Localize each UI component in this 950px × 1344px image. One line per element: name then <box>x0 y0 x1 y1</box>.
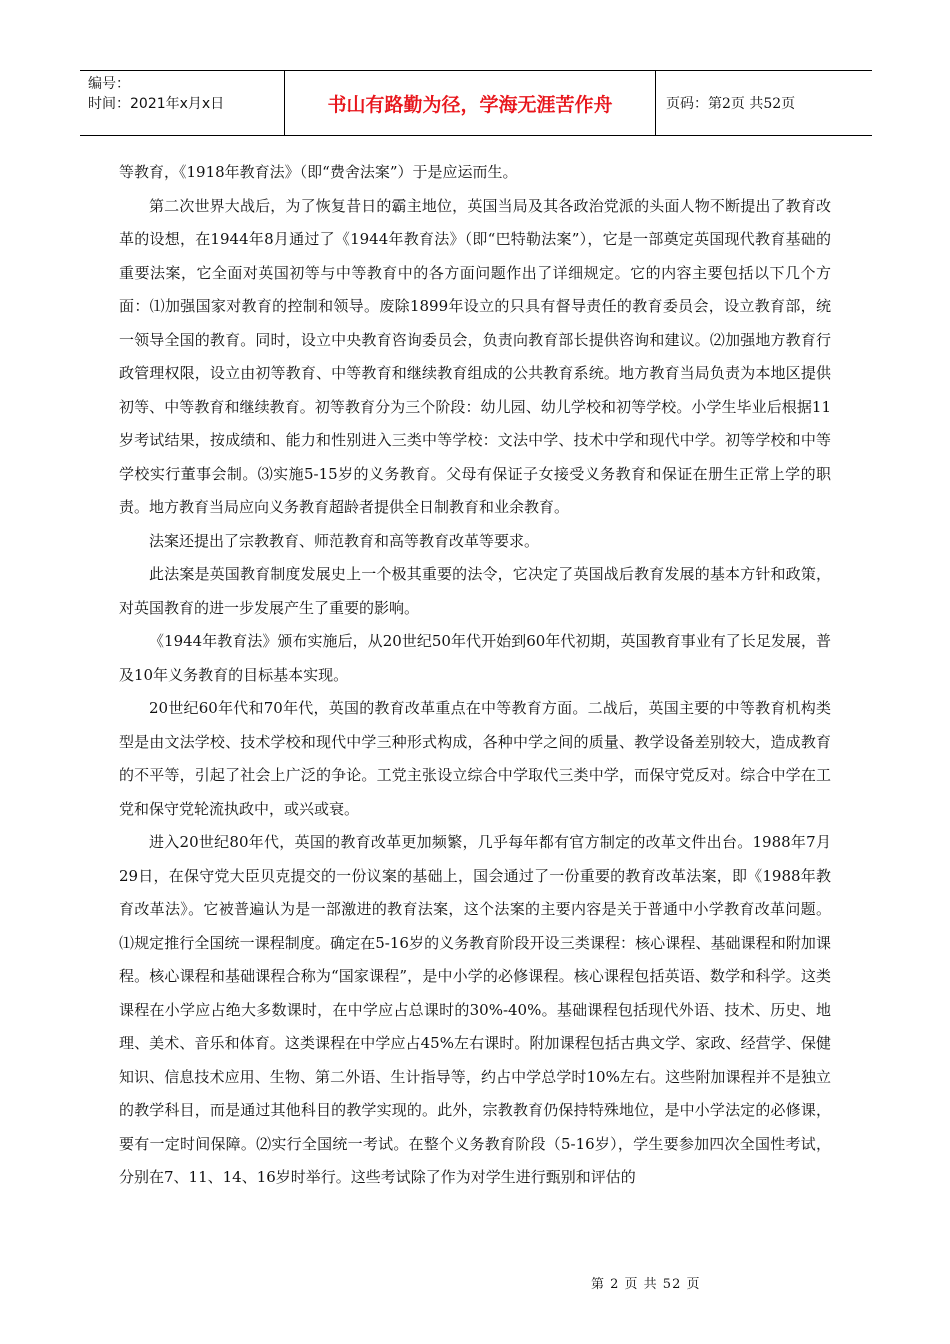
paragraph: 进入20世纪80年代，英国的教育改革更加频繁，几乎每年都有官方制定的改革文件出台。1988年7月29日，在保守党大臣贝克提交的一份议案的基础上，国会通过了一份重要的教育改革法案，即《1988年教育改革法》。它被普遍认为是一部激进的教育法案，这个法案的主要内容是关于普通中小学教育改革问题。⑴规定推行全国统一课程制度。确定在5-16岁的义务教育阶段开设三类课程：核心课程、基础课程和附加课程。核心课程和基础课程合称为“国家课程”，是中小学的必修课程。核心课程包括英语、数学和科学。这类课程在小学应占绝大多数课时，在中学应占总课时的30%-40%。基础课程包括现代外语、技术、历史、地理、美术、音乐和体育。这类课程在中学应占45%左右课时。附加课程包括古典文学、家政、经营学、保健知识、信息技术应用、生物、第二外语、生计指导等，约占中学总学时10%左右。这些附加课程并不是独立的教学科目，而是通过其他科目的教学实现的。此外，宗教教育仍保持特殊地位，是中小学法定的必修课，要有一定时间保障。⑵实行全国统一考试。在整个义务教育阶段（5-16岁），学生要参加四次全国性考试，分别在7、11、14、16岁时举行。这些考试除了作为对学生进行甄别和评估的 <box>119 833 831 1186</box>
page-footer: 第 2 页 共 52 页 <box>591 1277 701 1292</box>
document-body <box>119 156 831 1195</box>
header-motto: 书山有路勤为径，学海无涯苦作舟 <box>285 71 656 135</box>
paragraph: 等教育，《1918年教育法》（即“费舍法案”）于是应运而生。 <box>119 163 518 181</box>
document-time-label: 时间：2021年x月x日 <box>88 96 225 112</box>
paragraph: 此法案是英国教育制度发展史上一个极其重要的法令，它决定了英国战后教育发展的基本方针和政策，对英国教育的进一步发展产生了重要的影响。 <box>119 565 831 617</box>
header-info-cell <box>80 71 285 135</box>
paragraph: 20世纪60年代和70年代，英国的教育改革重点在中等教育方面。二战后，英国主要的中等教育机构类型是由文法学校、技术学校和现代中学三种形式构成，各种中学之间的质量、教学设备差别较大，造成教育的不平等，引起了社会上广泛的争论。工党主张设立综合中学取代三类中学，而保守党反对。综合中学在工党和保守党轮流执政中，或兴或衰。 <box>119 699 831 818</box>
document-number-label: 编号： <box>88 76 130 92</box>
page-header <box>80 70 872 136</box>
paragraph: 法案还提出了宗教教育、师范教育和高等教育改革等要求。 <box>149 531 540 550</box>
header-page-info: 页码：第2页 共52页 <box>666 96 796 112</box>
paragraph: 《1944年教育法》颁布实施后，从20世纪50年代开始到60年代初期，英国教育事业有了长足发展，普及10年义务教育的目标基本实现。 <box>119 632 831 684</box>
paragraph: 第二次世界大战后，为了恢复昔日的霸主地位，英国当局及其各政治党派的头面人物不断提出了教育改革的设想，在1944年8月通过了《1944年教育法》（即“巴特勒法案”），它是一部奠定英国现代教育基础的重要法案，它全面对英国初等与中等教育中的各方面问题作出了详细规定。它的内容主要包括以下几个方面：⑴加强国家对教育的控制和领导。废除1899年设立的只具有督导责任的教育委员会，设立教育部，统一领导全国的教育。同时，设立中央教育咨询委员会，负责向教育部长提供咨询和建议。⑵加强地方教育行政管理权限，设立由初等教育、中等教育和继续教育组成的公共教育系统。地方教育当局负责为本地区提供初等、中等教育和继续教育。初等教育分为三个阶段：幼儿园、幼儿学校和初等学校。小学生毕业后根据11岁考试结果，按成绩和、能力和性别进入三类中等学校：文法中学、技术中学和现代中学。初等学校和中等学校实行董事会制。⑶实施5-15岁的义务教育。父母有保证子女接受义务教育和保证在册生正常上学的职责。地方教育当局应向义务教育超龄者提供全日制教育和业余教育。 <box>119 196 831 516</box>
